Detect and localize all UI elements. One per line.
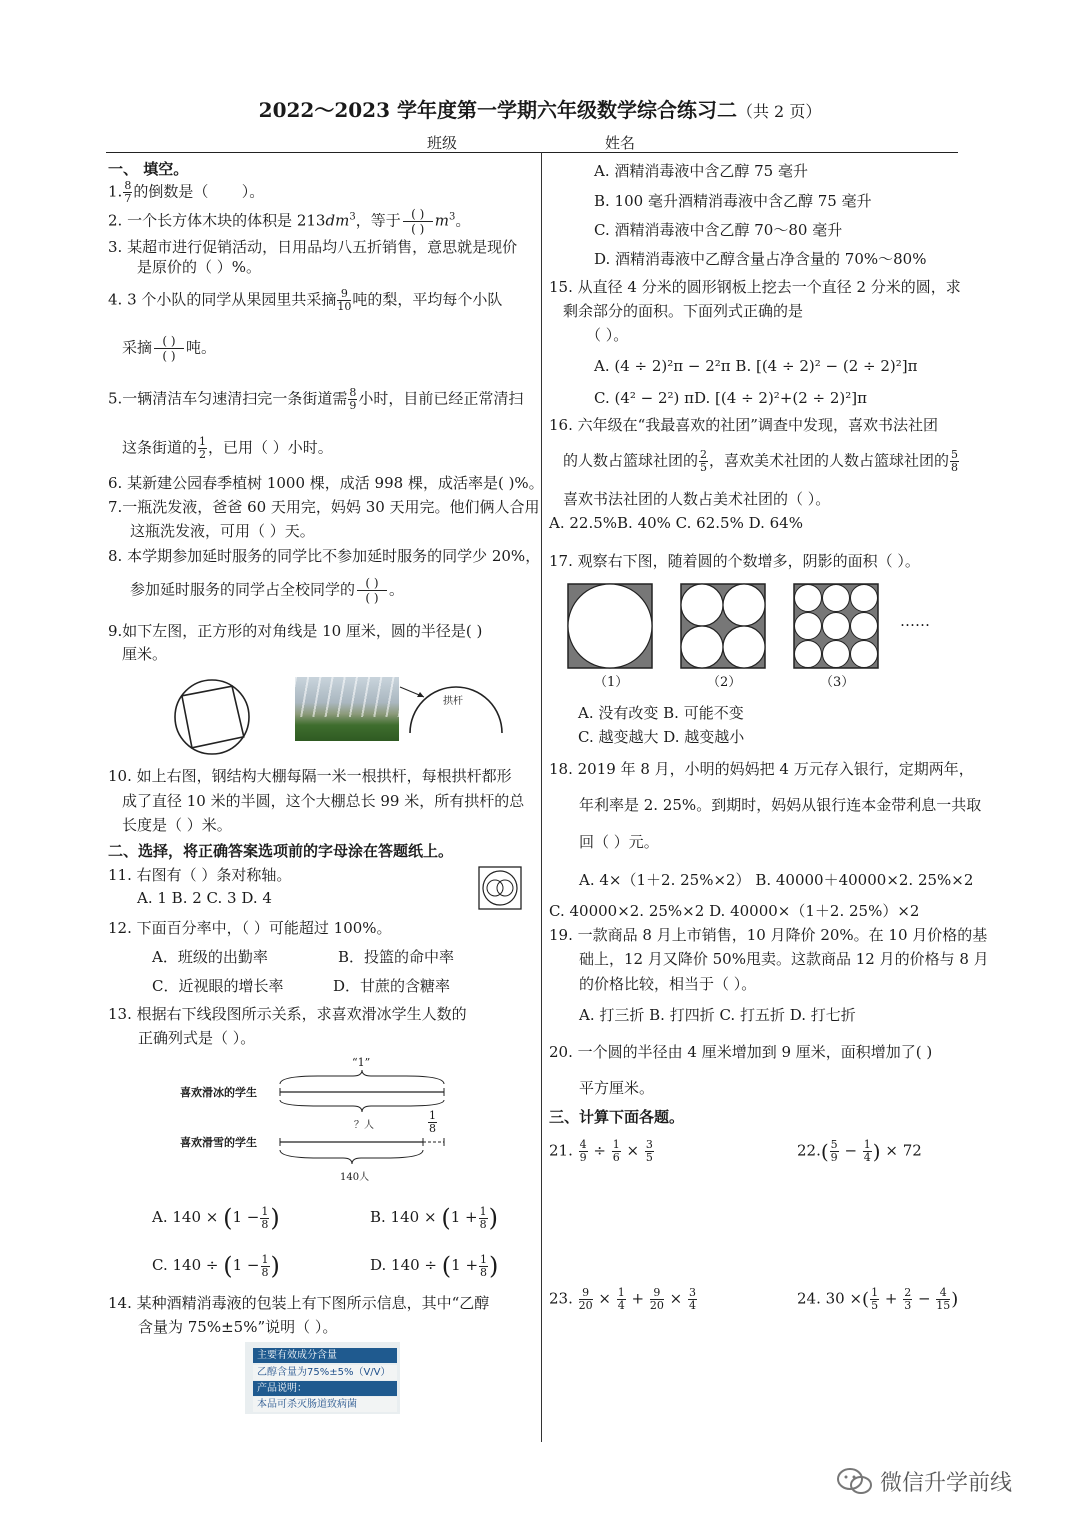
question-13-line-2: 正确列式是（ ）。 [138, 1029, 256, 1047]
question-3-line-1: 3. 某超市进行促销活动，日用品均八五折销售，意思就是现价 [108, 238, 518, 256]
segment-fraction: $\frac{1}{8}$ [429, 1109, 436, 1135]
question-9-line-2: 厘米。 [122, 645, 168, 663]
page-title [0, 94, 1080, 123]
question-5-line-2: 这条街道的 $\frac{1}{2}$ ，已用（ ）小时。 [122, 435, 333, 461]
question-15-line-2: 剩余部分的面积。下面列式正确的是 [563, 302, 804, 320]
question-16-line-2: 的人数占篮球社团的 $\frac{2}{5}$ ，喜欢美术社团的人数占篮球社团的 $\frac{5}{8}$ [563, 448, 959, 474]
label-row-2: 乙醇含量为75%±5%（V/V） [253, 1365, 397, 1380]
question-17-options-ab: A. 没有改变 B. 可能不变 [578, 704, 744, 722]
question-1: 1. $\frac{8}{7}$ 的倒数是（ ）。 [108, 179, 265, 205]
circle-pattern-2 [680, 583, 770, 669]
question-20-line-2: 平方厘米。 [579, 1079, 655, 1097]
label-row-4: 本品可杀灭肠道致病菌 [253, 1397, 397, 1412]
question-13-option-a: A. 140 × (1 − $\frac{1}{8}$ ) [152, 1204, 280, 1232]
question-13-option-b: B. 140 × (1 + $\frac{1}{8}$ ) [370, 1204, 498, 1232]
question-14-line-2: 含量为 75%±5%”说明（ ）。 [138, 1318, 338, 1336]
question-12-option-a: A．班级的出勤率 [152, 948, 268, 966]
question-13-line-1: 13. 根据右下线段图所示关系，求喜欢滑冰学生人数的 [108, 1005, 467, 1023]
question-15-options-ab: A. (4 ÷ 2)²π − 2²π B. [(4 ÷ 2)² − (2 ÷ 2)²]π [594, 357, 918, 375]
question-14-option-d: D. 酒精消毒液中乙醇含量占净含量的 70%～80% [594, 250, 927, 268]
question-8-line-2: 参加延时服务的同学占全校同学的 ( ) ( ) 。 [130, 576, 405, 605]
question-18-options-ab: A. 4×（1＋2. 25%×2） B. 40000＋40000×2. 25%×2 [579, 871, 974, 889]
wechat-icon [836, 1466, 874, 1496]
title-main: 2022～2023 学年度第一学期六年级数学综合练习二 [258, 98, 737, 122]
label-row-1: 主要有效成分含量 [253, 1348, 397, 1363]
question-22: 22.( $\frac{5}{9}$ − $\frac{1}{4}$ ) × 72 [797, 1138, 922, 1164]
question-19-options: A. 打三折 B. 打四折 C. 打五折 D. 打七折 [579, 1006, 856, 1024]
question-16-line-3: 喜欢书法社团的人数占美术社团的（ ）。 [563, 490, 831, 508]
question-15-options-cd: C. (4² − 2²) πD. [(4 ÷ 2)²+(2 ÷ 2)²]π [594, 389, 868, 407]
question-3-line-2: 是原价的（ ）%。 [137, 258, 262, 276]
pattern-caption-3: （3） [820, 675, 855, 690]
watermark-text: 微信升学前线 [880, 1471, 1013, 1496]
name-label: 姓名 [605, 134, 636, 152]
question-10-line-1: 10. 如上右图，钢结构大棚每隔一米一根拱杆，每根拱杆都形 [108, 767, 512, 785]
question-11-stem: 11. 右图有（ ）条对称轴。 [108, 866, 292, 884]
question-19-line-1: 19. 一款商品 8 月上市销售，10 月降价 20%。在 10 月价格的基 [549, 926, 988, 944]
section-1-heading: 一、 填空。 [108, 160, 189, 178]
segment-one-label: “1” [352, 1056, 371, 1069]
circle-square-figure [172, 677, 252, 757]
question-17-stem: 17. 观察右下图，随着圆的个数增多，阴影的面积（ ）。 [549, 552, 920, 570]
circle-pattern-1 [567, 583, 657, 669]
question-7-line-1: 7.一瓶洗发液，爸爸 60 天用完，妈妈 30 天用完。他们俩人合用 [108, 498, 540, 516]
arch-figure [398, 677, 508, 737]
question-13-option-d: D. 140 ÷ (1 + $\frac{1}{8}$ ) [370, 1252, 499, 1280]
question-15-line-1: 15. 从直径 4 分米的圆形钢板上挖去一个直径 2 分米的圆，求 [549, 278, 961, 296]
question-20-line-1: 20. 一个圆的半径由 4 厘米增加到 9 厘米，面积增加了( ) [549, 1043, 933, 1061]
pattern-caption-1: （1） [594, 675, 629, 690]
question-18-line-2: 年利率是 2. 25%。到期时，妈妈从银行连本金带利息一共取 [579, 796, 982, 814]
segment-row-skating: 喜欢滑冰的学生 [180, 1086, 257, 1099]
class-label: 班级 [427, 134, 458, 152]
question-8-line-1: 8. 本学期参加延时服务的同学比不参加延时服务的同学少 20%， [108, 547, 541, 565]
question-21: 21. $\frac{4}{9}$ ÷ $\frac{1}{6}$ × $\frac{3}{5}$ [549, 1138, 653, 1164]
question-9-line-1: 9.如下左图，正方形的对角线是 10 厘米，圆的半径是( ) [108, 622, 483, 640]
question-23: 23. $\frac{9}{20}$ × $\frac{1}{4}$ + $\frac{9}{20}$ × $\frac{3}{4}$ [549, 1286, 696, 1312]
question-16-line-1: 16. 六年级在“我最喜欢的社团”调查中发现，喜欢书法社团 [549, 416, 938, 434]
question-19-line-2: 础上，12 月又降价 50%甩卖。这款商品 12 月的价格与 8 月 [579, 950, 989, 968]
pattern-ellipsis: …… [900, 612, 930, 630]
symmetry-figure [478, 866, 522, 910]
question-10-line-2: 成了直径 10 米的半圆，这个大棚总长 99 米，所有拱杆的总 [122, 792, 525, 810]
arch-label: 拱杆 [443, 696, 463, 707]
question-18-line-3: 回（ ）元。 [579, 833, 659, 851]
segment-unknown-label: ？人 [354, 1120, 374, 1131]
question-7-line-2: 这瓶洗发液，可用（ ）天。 [130, 522, 315, 540]
header-divider [106, 152, 958, 153]
question-15-line-3: （ ）。 [586, 326, 629, 344]
question-18-line-1: 18. 2019 年 8 月，小明的妈妈把 4 万元存入银行，定期两年， [549, 760, 974, 778]
question-16-options: A. 22.5%B. 40% C. 62.5% D. 64% [549, 514, 803, 532]
question-6: 6. 某新建公园春季植树 1000 棵，成活 998 棵，成活率是( )%。 [108, 474, 544, 492]
question-12-option-c: C．近视眼的增长率 [152, 977, 284, 995]
question-4-line-2: 采摘 ( ) ( ) 吨。 [122, 334, 217, 363]
pattern-caption-2: （2） [707, 675, 742, 690]
question-14-option-b: B. 100 毫升酒精消毒液中含乙醇 75 毫升 [594, 192, 872, 210]
segment-row-skiing: 喜欢滑雪的学生 [180, 1136, 257, 1149]
question-14-option-a: A. 酒精消毒液中含乙醇 75 毫升 [594, 162, 808, 180]
label-row-3: 产品说明： [253, 1381, 397, 1396]
question-18-options-cd: C. 40000×2. 25%×2 D. 40000×（1＋2. 25%）×2 [549, 902, 920, 920]
question-17-options-cd: C. 越变越大 D. 越变越小 [578, 728, 745, 746]
question-10-line-3: 长度是（ ）米。 [122, 816, 232, 834]
circle-pattern-3 [793, 583, 883, 669]
question-14-option-c: C. 酒精消毒液中含乙醇 70～80 毫升 [594, 221, 843, 239]
segment-total-label: 140人 [340, 1172, 370, 1183]
question-2: 2. 一个长方体木块的体积是 $213dm^3$，等于 ( ) ( ) $m^3$。 [108, 207, 471, 236]
question-12-option-b: B．投篮的命中率 [338, 948, 455, 966]
question-5-line-1: 5.一辆清洁车匀速清扫完一条街道需 $\frac{8}{9}$ 小时，目前已经正常清扫 [108, 386, 524, 412]
question-14-line-1: 14. 某种酒精消毒液的包装上有下图所示信息，其中“乙醇 [108, 1294, 490, 1312]
disinfectant-label-photo [245, 1342, 400, 1414]
question-4-line-1: 4. 3 个小队的同学从果园里共采摘 $\frac{9}{10}$ 吨的梨，平均每个小队 [108, 287, 503, 313]
question-12-stem: 12. 下面百分率中，（ ）可能超过 100%。 [108, 919, 392, 937]
title-pages: （共 2 页） [736, 102, 822, 121]
question-24: 24. 30 ×( $\frac{1}{5}$ + $\frac{2}{3}$ − $\frac{4}{15}$ ) [797, 1286, 959, 1312]
question-19-line-3: 的价格比较，相当于（ ）。 [579, 975, 757, 993]
section-3-heading: 三、计算下面各题。 [549, 1108, 685, 1126]
question-12-option-d: D．甘蔗的含糖率 [333, 977, 451, 995]
section-2-heading: 二、选择，将正确答案选项前的字母涂在答题纸上。 [108, 842, 454, 860]
question-13-option-c: C. 140 ÷ (1 − $\frac{1}{8}$ ) [152, 1252, 280, 1280]
greenhouse-photo [295, 677, 399, 741]
column-divider [541, 152, 542, 1442]
question-11-options: A. 1 B. 2 C. 3 D. 4 [137, 889, 272, 907]
